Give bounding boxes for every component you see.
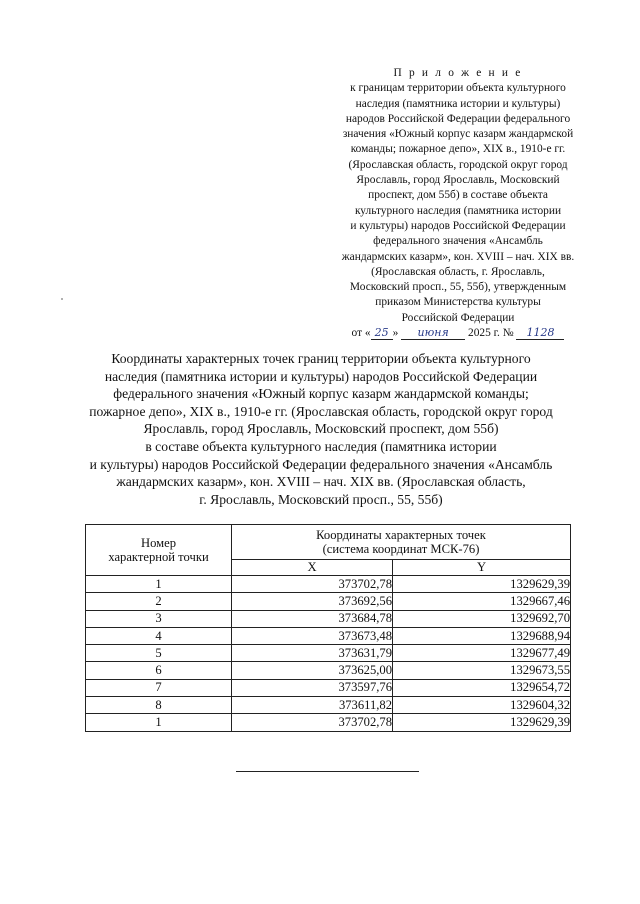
header-text: характерной точки <box>108 550 209 564</box>
x-cell: 373673,48 <box>232 627 393 644</box>
y-cell: 1329629,39 <box>393 714 571 731</box>
table-row <box>86 645 571 662</box>
order-from-label: от « <box>351 327 371 340</box>
heading-line: федерального значения «Южный корпус казарм жандармской команды; <box>113 386 529 402</box>
point-number-header <box>86 525 232 576</box>
handwritten-day: 25 <box>371 327 393 340</box>
bottom-divider <box>236 771 419 772</box>
point-number-cell: 4 <box>86 627 232 644</box>
y-cell: 1329667,46 <box>393 593 571 610</box>
appendix-line: (Ярославская область, г. Ярославль, <box>371 265 545 278</box>
handwritten-order-number: 1128 <box>516 327 564 340</box>
header-text: Координаты характерных точек <box>316 527 486 542</box>
appendix-line: (Ярославская область, городской округ город <box>348 158 568 171</box>
appendix-line: команды; пожарное депо», XIX в., 1910-е гг. <box>350 143 566 156</box>
y-cell: 1329654,72 <box>393 679 571 696</box>
header-text: (система координат МСК-76) <box>322 542 480 556</box>
heading-line: в составе объекта культурного наследия (памятника истории <box>145 438 497 454</box>
heading-line: и культуры) народов Российской Федерации федерального значения «Ансамбль <box>89 456 553 472</box>
appendix-line: Российской Федерации <box>401 311 515 324</box>
order-date-number <box>300 326 616 341</box>
heading-line: жандармских казарм», кон. XVIII – нач. XIX вв. (Ярославская область, <box>116 474 526 490</box>
point-number-cell: 6 <box>86 662 232 679</box>
appendix-line: к границам территории объекта культурного <box>350 82 566 95</box>
point-number-cell: 1 <box>86 576 232 593</box>
y-cell: 1329677,49 <box>393 645 571 662</box>
table-row <box>86 593 571 610</box>
x-header: X <box>232 560 393 576</box>
point-number-cell: 3 <box>86 610 232 627</box>
heading-line: Координаты характерных точек границ территории объекта культурного <box>111 351 531 366</box>
y-header: Y <box>393 560 571 576</box>
x-cell: 373702,78 <box>232 576 393 593</box>
y-cell: 1329629,39 <box>393 576 571 593</box>
quote-close: » <box>392 327 399 340</box>
x-cell: 373611,82 <box>232 697 393 714</box>
x-cell: 373692,56 <box>232 593 393 610</box>
x-cell: 373684,78 <box>232 610 393 627</box>
y-cell: 1329688,94 <box>393 627 571 644</box>
handwritten-month: июня <box>401 327 465 340</box>
point-number-cell: 5 <box>86 645 232 662</box>
point-number-cell: 8 <box>86 697 232 714</box>
appendix-line: наследия (памятника истории и культуры) <box>355 97 561 110</box>
appendix-block <box>300 66 616 341</box>
appendix-line: народов Российской Федерации федерального <box>345 112 571 125</box>
table-row <box>86 627 571 644</box>
heading-line: наследия (памятника истории и культуры) народов Российской Федерации <box>104 368 538 384</box>
appendix-line: значения «Южный корпус казарм жандармской <box>342 128 574 141</box>
coordinates-table <box>85 524 571 732</box>
heading-line: Ярославль, город Ярославль, Московский проспект, дом 55б) <box>143 421 499 437</box>
table-header-row <box>86 525 571 560</box>
x-cell: 373702,78 <box>232 714 393 731</box>
point-number-cell: 1 <box>86 714 232 731</box>
appendix-line: Ярославль, город Ярославль, Московский <box>356 174 560 187</box>
appendix-line: культурного наследия (памятника истории <box>354 204 562 217</box>
x-cell: 373625,00 <box>232 662 393 679</box>
y-cell: 1329604,32 <box>393 697 571 714</box>
appendix-line: и культуры) народов Российской Федерации <box>350 219 566 232</box>
document-heading <box>60 350 582 508</box>
y-cell: 1329673,55 <box>393 662 571 679</box>
point-number-cell: 7 <box>86 679 232 696</box>
appendix-line: приказом Министерства культуры <box>375 296 541 309</box>
scan-speck <box>61 298 63 300</box>
table-row <box>86 679 571 696</box>
appendix-line: федерального значения «Ансамбль <box>373 235 543 248</box>
heading-line: г. Ярославль, Московский просп., 55, 55б) <box>199 491 443 507</box>
appendix-line: Московский просп., 55, 55б), утвержденным <box>349 281 567 294</box>
appendix-line: проспект, дом 55б) в составе объекта <box>368 189 548 202</box>
header-text: Номер <box>140 535 176 550</box>
table-row <box>86 697 571 714</box>
point-number-cell: 2 <box>86 593 232 610</box>
table-row <box>86 714 571 731</box>
order-year-label: 2025 г. № <box>468 327 514 340</box>
appendix-title: П р и л о ж е н и е <box>393 67 523 79</box>
y-cell: 1329692,70 <box>393 610 571 627</box>
appendix-line: жандармских казарм», кон. XVIII – нач. XIX вв. <box>341 250 575 263</box>
heading-line: пожарное депо», XIX в., 1910-е гг. (Ярославская область, городской округ город <box>89 403 553 419</box>
x-cell: 373631,79 <box>232 645 393 662</box>
table-row <box>86 610 571 627</box>
table-row <box>86 576 571 593</box>
x-cell: 373597,76 <box>232 679 393 696</box>
table-row <box>86 662 571 679</box>
coordinates-header <box>232 525 571 560</box>
